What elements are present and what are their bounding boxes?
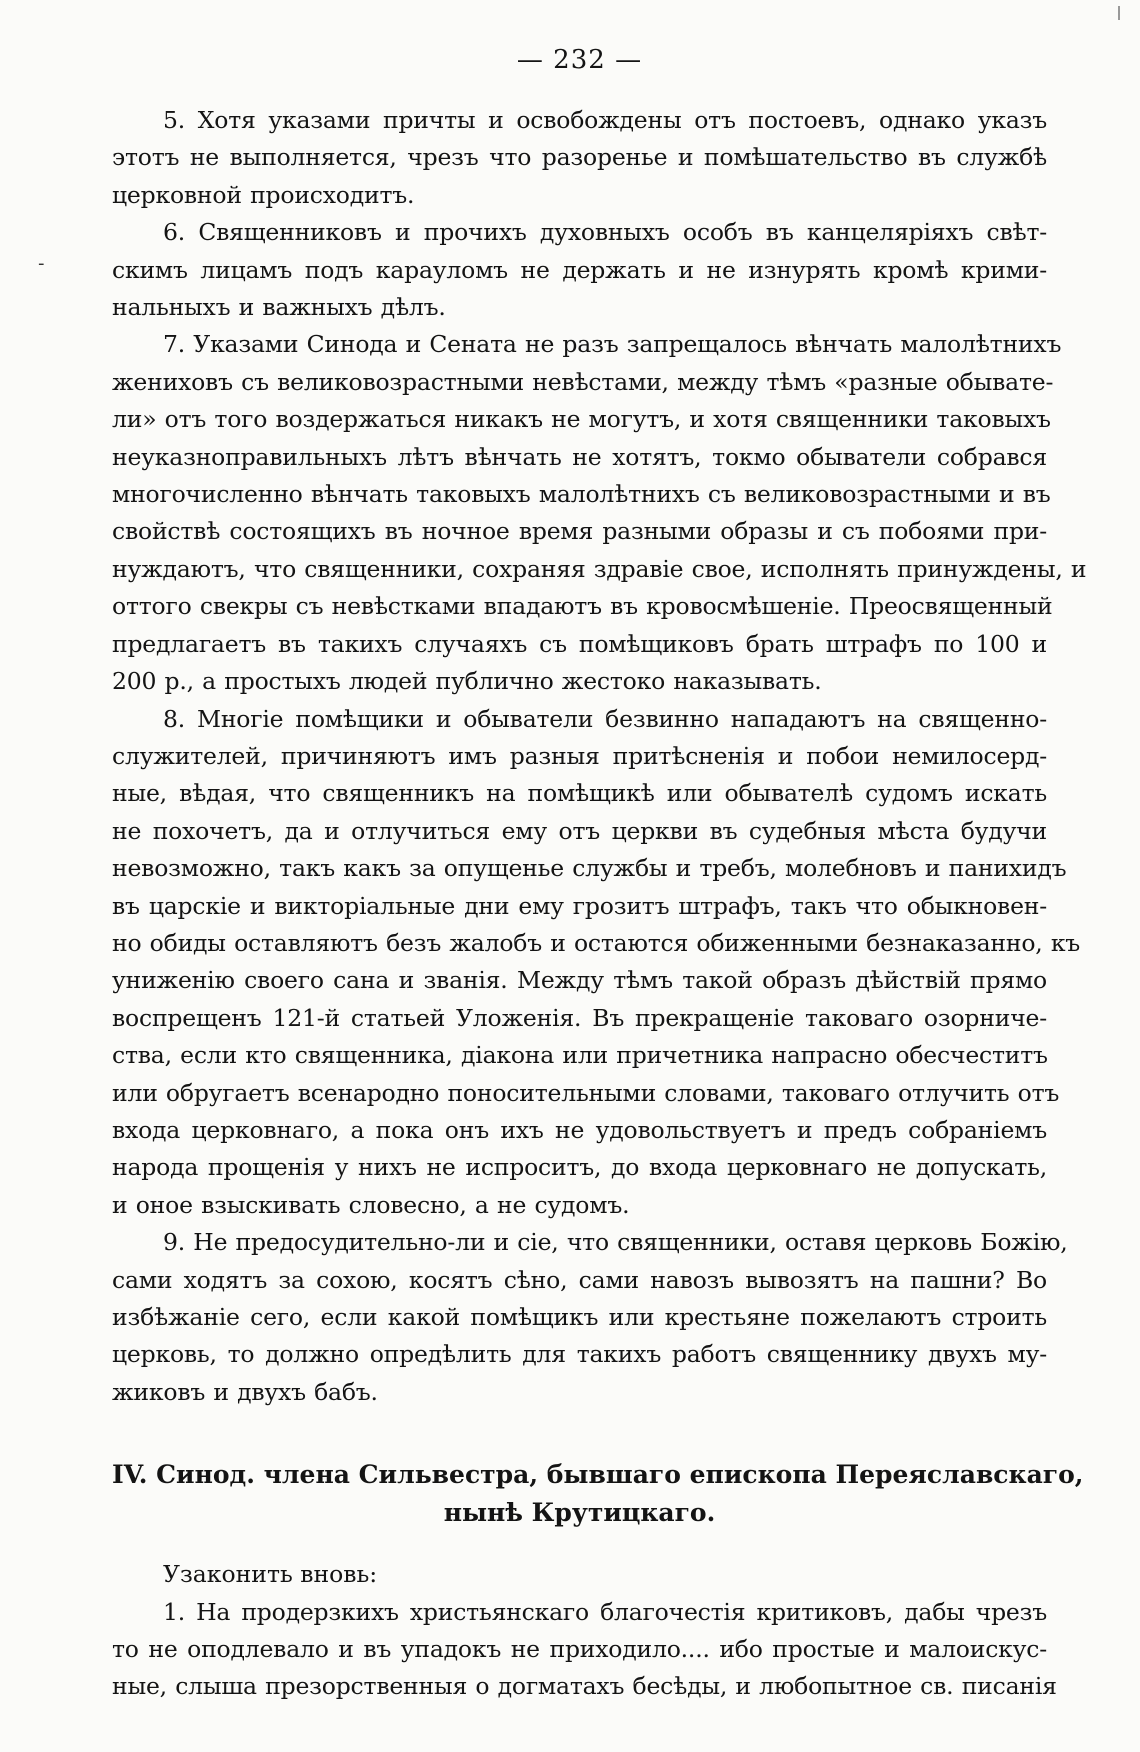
text-line: избѣжаніе сего, если какой помѣщикъ или крестьяне пожелаютъ строить (112, 1303, 1047, 1331)
text-line: 5. Хотя указами причты и освобождены отъ постоевъ, однако указъ (163, 106, 1047, 134)
text-line: 8. Многіе помѣщики и обыватели безвинно нападаютъ на священно- (163, 704, 1047, 733)
paragraph-8 (112, 701, 1081, 1225)
intro-line: Узаконить вновь: (163, 1560, 378, 1589)
text-line: ства, если кто священника, діакона или причетника напрасно обесчеститъ (112, 1041, 1048, 1070)
text-line: нуждаютъ, что священники, сохраняя здравіе свое, исполнять принуждены, и (112, 554, 1087, 583)
text-line: невозможно, такъ какъ за опущенье службы и требъ, молебновъ и панихидъ (112, 854, 1067, 883)
heading-line: нынѣ Крутицкаго. (443, 1498, 716, 1528)
text-line: ные, вѣдая, что священникъ на помѣщикѣ или обывателѣ судомъ искать (112, 779, 1047, 808)
page-content (112, 40, 1087, 1706)
text-line: 1. На продерзкихъ христьянскаго благочестія критиковъ, дабы чрезъ (163, 1597, 1047, 1626)
text-line: но обиды оставляютъ безъ жалобъ и остаются обиженными безнаказанно, къ (112, 928, 1081, 957)
text-line: свойствѣ состоящихъ въ ночное время разными образы и съ побоями при- (112, 517, 1047, 546)
text-line: церковь, то должно опредѣлить для такихъ работъ священнику двухъ му- (112, 1340, 1047, 1369)
text-line: 200 р., а простыхъ людей публично жестоко наказывать. (112, 667, 822, 696)
section-heading (112, 1456, 1084, 1532)
margin-dash-mark: - (38, 253, 45, 274)
text-line: жиковъ и двухъ бабъ. (112, 1377, 378, 1406)
text-line: ли» отъ того воздержаться никакъ не могутъ, и хотя священники таковыхъ (112, 405, 1051, 434)
paragraph-6 (112, 214, 1047, 326)
text-line: нальныхъ и важныхъ дѣлъ. (112, 293, 446, 322)
text-line: воспрещенъ 121-й статьей Уложенія. Въ прекращеніе таковаго озорниче- (112, 1003, 1047, 1032)
page-number: — 232 — (516, 45, 643, 75)
text-line: церковной происходитъ. (112, 180, 415, 209)
intro-text (112, 1556, 1047, 1593)
text-line: служителей, причиняютъ имъ разныя притѣсненія и побои немилосерд- (112, 741, 1047, 770)
paragraph-7 (112, 326, 1087, 700)
text-line: или обругаетъ всенародно поносительными словами, таковаго отлучить отъ (112, 1078, 1060, 1107)
paragraph-5 (112, 102, 1047, 214)
text-line: и оное взыскивать словесно, а не судомъ. (112, 1190, 630, 1219)
text-line: ные, слыша презорственныя о догматахъ бесѣды, и любопытное св. писанія (112, 1672, 1057, 1701)
text-line: жениховъ съ великовозрастными невѣстами, между тѣмъ «разные обывате- (112, 367, 1054, 396)
text-line: оттого свекры съ невѣстками впадаютъ въ кровосмѣшеніе. Преосвященный (112, 592, 1053, 621)
text-line: 9. Не предосудительно-ли и сіе, что священники, оставя церковь Божію, (163, 1228, 1068, 1257)
text-line: не похочетъ, да и отлучиться ему отъ церкви въ судебныя мѣста будучи (112, 816, 1047, 845)
paragraph-1 (112, 1594, 1057, 1706)
text-line: униженію своего сана и званія. Между тѣмъ такой образъ дѣйствій прямо (112, 966, 1047, 995)
text-line: неуказноправильныхъ лѣтъ вѣнчать не хотятъ, токмо обыватели собрався (112, 442, 1047, 471)
text-line: то не оподлевало и въ упадокъ не приходило.... ибо простые и малоискус- (112, 1635, 1047, 1664)
text-line: въ царскіе и викторіальные дни ему грозитъ штрафъ, такъ что обыкновен- (112, 891, 1047, 920)
text-line: входа церковнаго, а пока онъ ихъ не удовольствуетъ и предъ собраніемъ (112, 1115, 1047, 1144)
text-line: 7. Указами Синода и Сената не разъ запрещалось вѣнчать малолѣтнихъ (163, 330, 1062, 359)
text-line: народа прощенія у нихъ не испроситъ, до входа церковнаго не допускать, (112, 1153, 1047, 1182)
text-line: скимъ лицамъ подъ карауломъ не держать и не изнурять кромѣ крими- (112, 255, 1047, 284)
heading-line: IV. Синод. члена Сильвестра, бывшаго епископа Переяславскаго, (112, 1460, 1084, 1490)
text-line: сами ходятъ за сохою, косятъ сѣно, сами навозъ вывозятъ на пашни? Во (112, 1265, 1047, 1294)
text-line: предлагаетъ въ такихъ случаяхъ съ помѣщиковъ брать штрафъ по 100 и (112, 629, 1047, 658)
paragraph-9 (112, 1224, 1068, 1411)
text-line: этотъ не выполняется, чрезъ что разоренье и помѣшательство въ службѣ (112, 143, 1047, 172)
text-line: многочисленно вѣнчать таковыхъ малолѣтнихъ съ великовозрастными и въ (112, 480, 1051, 509)
scan-edge-mark (1118, 6, 1120, 20)
text-line: 6. Священниковъ и прочихъ духовныхъ особъ въ канцеляріяхъ свѣт- (163, 218, 1047, 247)
